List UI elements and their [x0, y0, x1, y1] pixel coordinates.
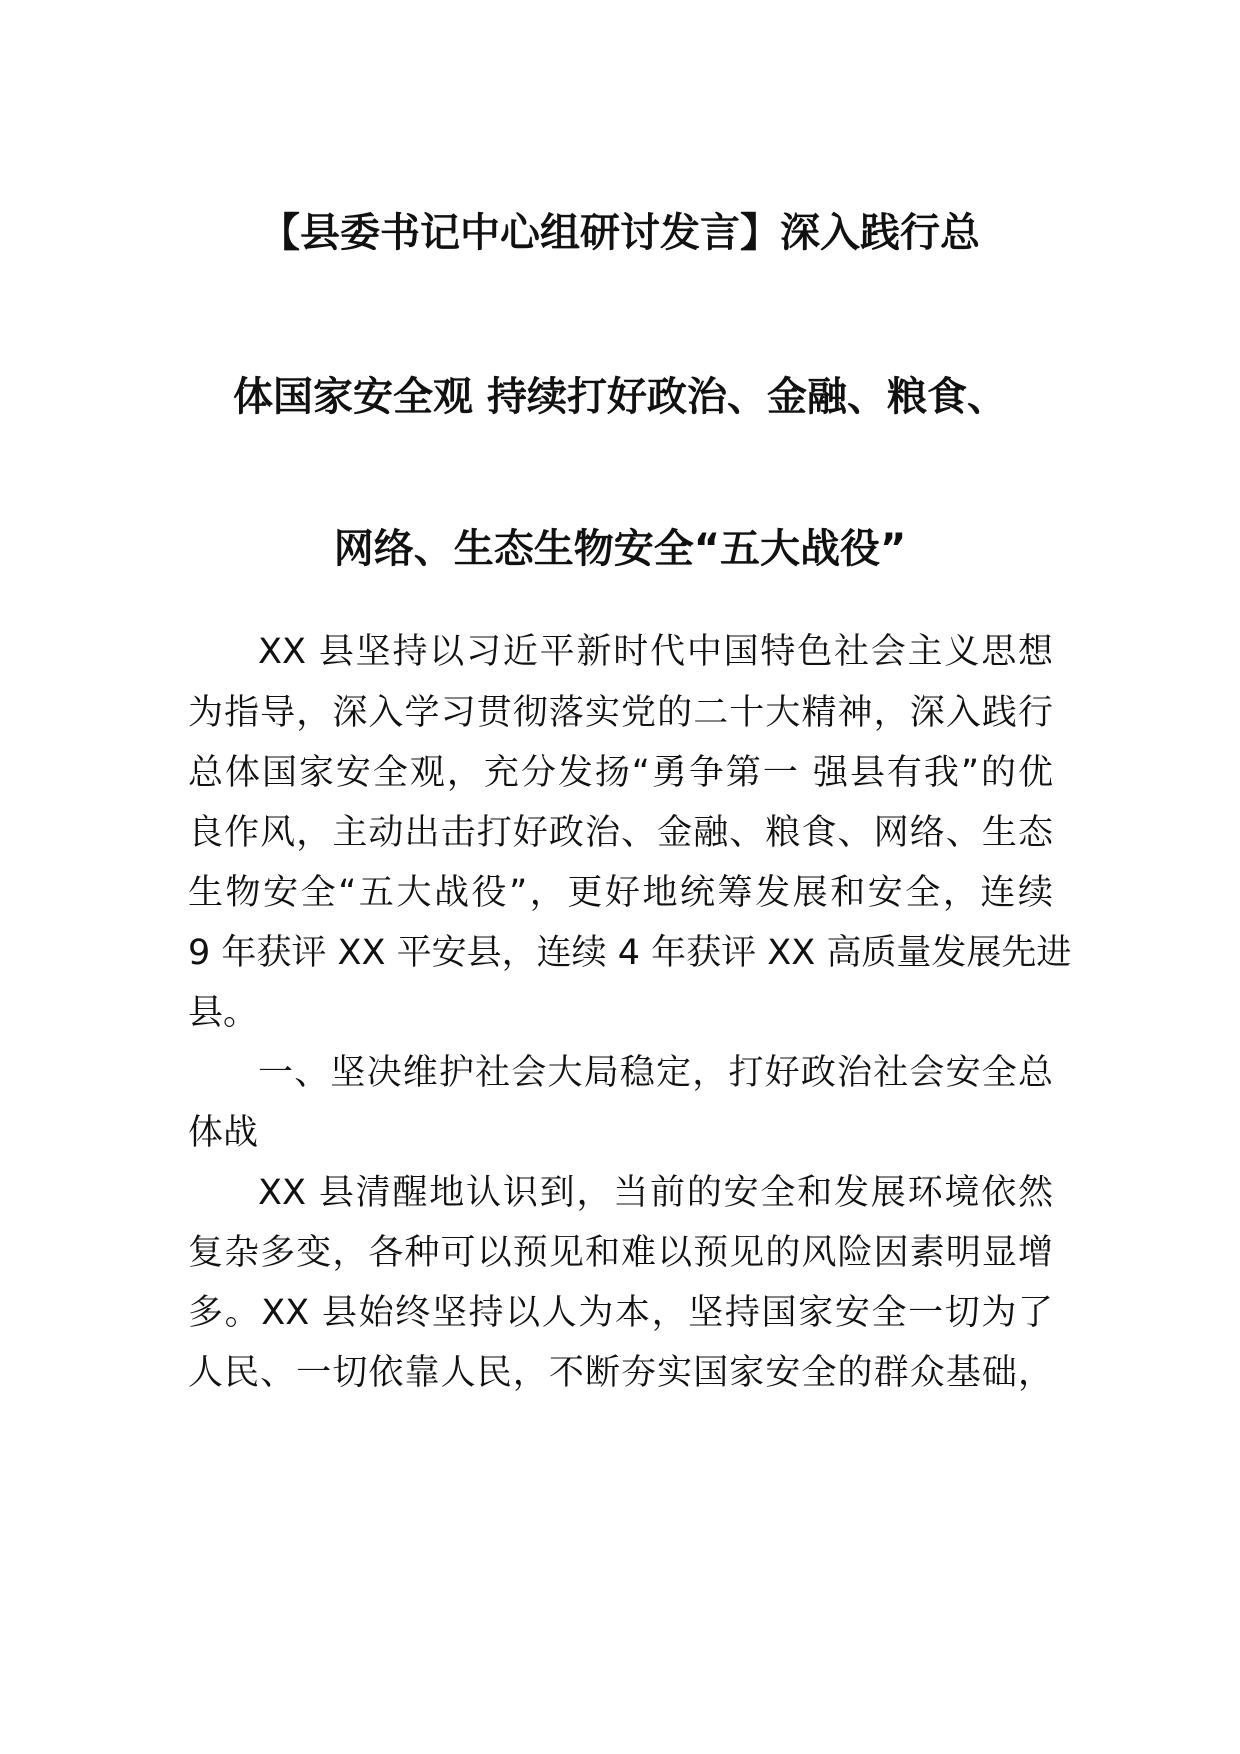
title-line-1: 【县委书记中心组研讨发言】深入践行总 — [260, 210, 980, 256]
section-heading-1-line-2: 体战 — [188, 1113, 259, 1153]
title-line-2: 体国家安全观 持续打好政治、金融、粮食、 — [233, 374, 1007, 420]
paragraph-1-line-2: 为指导，深入学习贯彻落实党的二十大精神，深入践行 — [188, 693, 1053, 733]
paragraph-1-line-6: 9 年获评 XX 平安县，连续 4 年获评 XX 高质量发展先进 — [188, 933, 1072, 973]
paragraph-1-line-4: 良作风，主动出击打好政治、金融、粮食、网络、生态 — [188, 813, 1053, 853]
paragraph-1-line-5: 生物安全“五大战役”，更好地统筹发展和安全，连续 — [188, 873, 1053, 913]
paragraph-1-line-7: 县。 — [188, 993, 259, 1033]
paragraph-1-line-3: 总体国家安全观，充分发扬“勇争第一 强县有我”的优 — [188, 753, 1053, 793]
paragraph-2-line-4: 人民、一切依靠人民，不断夯实国家安全的群众基础， — [188, 1353, 1053, 1393]
paragraph-1-line-1: XX 县坚持以习近平新时代中国特色社会主义思想 — [258, 632, 1053, 672]
paragraph-2-line-3: 多。XX 县始终坚持以人为本，坚持国家安全一切为了 — [188, 1293, 1053, 1333]
title-line-3: 网络、生态生物安全“五大战役” — [333, 526, 907, 572]
section-heading-1-line-1: 一、坚决维护社会大局稳定，打好政治社会安全总 — [258, 1053, 1053, 1093]
paragraph-2-line-1: XX 县清醒地认识到，当前的安全和发展环境依然 — [258, 1173, 1053, 1213]
paragraph-2-line-2: 复杂多变，各种可以预见和难以预见的风险因素明显增 — [188, 1233, 1053, 1273]
